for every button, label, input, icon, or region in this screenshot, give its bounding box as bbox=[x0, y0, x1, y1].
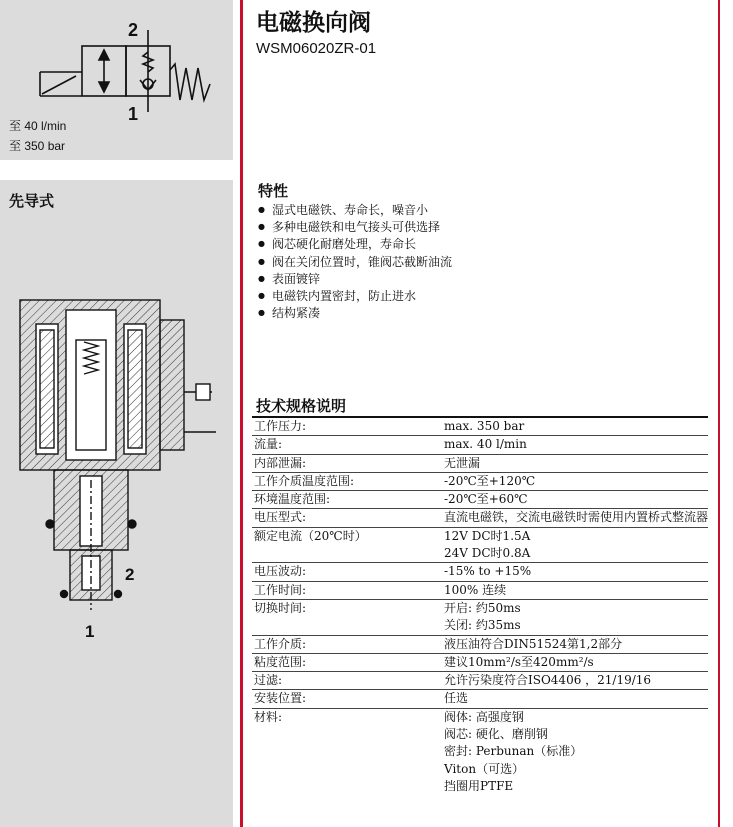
table-row bbox=[252, 563, 708, 581]
spec-value: 建议10mm²/s至420mm²/s bbox=[444, 654, 594, 669]
feature-item: ● 阀芯硬化耐磨处理，寿命长 bbox=[258, 236, 452, 253]
table-row bbox=[252, 654, 708, 672]
spec-value: 阀芯: 硬化、磨削钢 bbox=[444, 727, 548, 742]
spec-label: 工作压力: bbox=[254, 419, 307, 433]
spec-value: -15% to +15% bbox=[444, 564, 532, 579]
feature-item: ● 结构紧凑 bbox=[258, 305, 452, 322]
spec-label: 电压波动: bbox=[254, 564, 307, 579]
spec-label: 过滤: bbox=[254, 673, 283, 688]
table-row bbox=[252, 690, 708, 708]
spec-label: 工作介质: bbox=[254, 636, 307, 651]
specs-table bbox=[252, 416, 708, 795]
page-divider bbox=[240, 0, 243, 827]
hydraulic-symbol-icon bbox=[0, 0, 233, 160]
spec-value: 阀体: 高强度钢 bbox=[444, 709, 524, 724]
spec-value: 100% 连续 bbox=[444, 582, 507, 597]
symbol-port-2: 2 bbox=[128, 20, 139, 40]
spec-label: 工作时间: bbox=[254, 582, 307, 597]
spec-label: 切换时间: bbox=[254, 600, 307, 615]
valve-type-label: 先导式 bbox=[9, 192, 55, 210]
table-row bbox=[252, 672, 708, 690]
flow-spec: 至 40 l/min bbox=[9, 119, 67, 133]
feature-item: ● 阀在关闭位置时，锥阀芯截断油流 bbox=[258, 254, 452, 271]
section-port-1: 1 bbox=[85, 622, 95, 641]
features-heading: 特性 bbox=[258, 182, 289, 200]
spec-label: 粘度范围: bbox=[254, 654, 307, 669]
spec-label: 环境温度范围: bbox=[254, 492, 331, 507]
spec-label: 材料: bbox=[254, 709, 283, 724]
specs-heading: 技术规格说明 bbox=[256, 397, 347, 415]
spec-value: max. 40 l/min bbox=[444, 437, 527, 452]
model-number: WSM06020ZR-01 bbox=[256, 40, 377, 57]
table-row bbox=[252, 709, 708, 795]
table-row bbox=[252, 509, 708, 527]
spec-value: 12V DC时1.5A bbox=[444, 528, 531, 543]
feature-item: ● 表面镀锌 bbox=[258, 271, 452, 288]
page-border-right bbox=[718, 0, 720, 827]
spec-label: 安装位置: bbox=[254, 691, 307, 706]
feature-item: ● 电磁铁内置密封，防止进水 bbox=[258, 288, 452, 305]
table-row bbox=[252, 636, 708, 654]
spec-value: 挡圈用PTFE bbox=[444, 778, 514, 793]
section-port-2: 2 bbox=[125, 565, 135, 584]
spec-label: 电压型式: bbox=[254, 510, 307, 525]
spec-value: Viton（可选） bbox=[444, 761, 525, 776]
spec-label: 内部泄漏: bbox=[254, 455, 307, 470]
spec-value: 液压油符合DIN51524第1,2部分 bbox=[444, 636, 623, 651]
feature-item: ● 多种电磁铁和电气接头可供选择 bbox=[258, 219, 452, 236]
spec-label: 工作介质温度范围: bbox=[254, 473, 355, 488]
valve-section-icon bbox=[0, 280, 233, 620]
symbol-port-1: 1 bbox=[128, 104, 139, 124]
table-row bbox=[252, 600, 708, 636]
features-list bbox=[258, 202, 452, 322]
spec-label: 流量: bbox=[254, 437, 283, 452]
table-row bbox=[252, 473, 708, 491]
table-row bbox=[252, 491, 708, 509]
feature-item: ● 湿式电磁铁、寿命长，噪音小 bbox=[258, 202, 452, 219]
table-row bbox=[252, 418, 708, 436]
spec-value: 24V DC时0.8A bbox=[444, 546, 531, 561]
table-row bbox=[252, 436, 708, 454]
spec-value: 任选 bbox=[444, 691, 469, 706]
spec-value: 直流电磁铁，交流电磁铁时需使用内置桥式整流器 bbox=[444, 510, 709, 525]
spec-value: max. 350 bar bbox=[444, 419, 525, 433]
spec-value: 无泄漏 bbox=[444, 455, 481, 470]
page-title: 电磁换向阀 bbox=[256, 10, 371, 36]
spec-value: 密封: Perbunan（标准） bbox=[444, 744, 583, 759]
spec-value: 允许污染度符合ISO4406 ，21/19/16 bbox=[444, 673, 652, 688]
spec-value: -20℃至+120℃ bbox=[444, 473, 536, 488]
spec-value: -20℃至+60℃ bbox=[444, 492, 528, 507]
table-row bbox=[252, 528, 708, 564]
spec-value: 开启: 约50ms bbox=[444, 600, 521, 615]
spec-label: 额定电流（20℃时） bbox=[254, 528, 367, 543]
pressure-spec: 至 350 bar bbox=[9, 139, 66, 153]
table-row bbox=[252, 582, 708, 600]
table-row bbox=[252, 455, 708, 473]
spec-value: 关闭: 约35ms bbox=[444, 618, 521, 633]
